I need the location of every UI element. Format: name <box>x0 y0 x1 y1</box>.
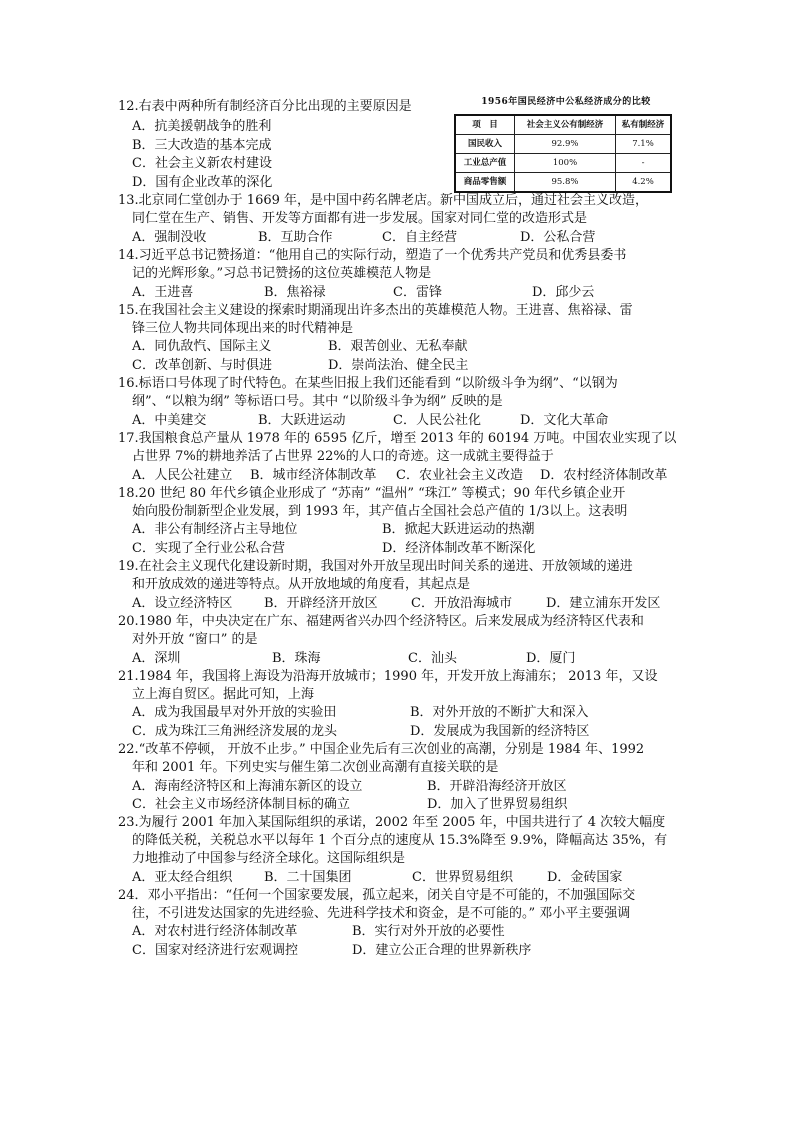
q24-stem-line: 往，不引进发达国家的先进经验、先进科学技术和资金，是不可能的。” 邓小平主要强调 <box>132 906 631 921</box>
q20-stem-line: 20.1980 年，中央决定在广东、福建两省兴办四个经济特区。后来发展成为经济特区代表和 <box>118 614 644 629</box>
q24-option-d: D．建立公正合理的世界新秩序 <box>352 943 532 958</box>
q20-option-a: A．深圳 <box>132 651 181 666</box>
q14-option-c: C．雷锋 <box>393 285 442 300</box>
q19-stem-line: 19.在社会主义现代化建设新时期，我国对外开放呈现出时间关系的递进、开放领域的递进 <box>118 559 633 574</box>
q13-option-c: C．自主经营 <box>382 230 457 245</box>
q18-option-c: C．实现了全行业公私合营 <box>132 541 285 556</box>
q18-stem-line: 18.20 世纪 80 年代乡镇企业形成了 “苏南” “温州” “珠江” 等模式；90 年代乡镇企业开 <box>118 486 626 501</box>
q23-option-a: A．亚太经合组织 <box>132 870 233 885</box>
q14-option-a: A．王进喜 <box>132 285 194 300</box>
table-cell: 4.2% <box>616 173 672 193</box>
q13-stem-line: 13.北京同仁堂创办于 1669 年，是中国中药名牌老店。新中国成立后，通过社会主义改造， <box>118 193 649 208</box>
q23-stem-line: 23.为履行 2001 年加入某国际组织的承诺，2002 年至 2005 年，中国共进行了 4 次较大幅度 <box>118 815 666 830</box>
q21-option-a: A．成为我国最早对外开放的实验田 <box>132 705 337 720</box>
q20-option-c: C．汕头 <box>408 651 457 666</box>
table-header-cell: 项 目 <box>455 115 515 135</box>
q16-option-c: C．人民公社化 <box>393 413 481 428</box>
table-cell: 100% <box>515 154 616 173</box>
table-cell: - <box>616 154 672 173</box>
q22-option-a: A．海南经济特区和上海浦东新区的设立 <box>132 779 363 794</box>
q15-option-b: B．艰苦创业、无私奉献 <box>328 339 468 354</box>
q15-option-d: D．崇尚法治、健全民主 <box>328 358 469 373</box>
q14-option-d: D．邱少云 <box>532 285 595 300</box>
table-cell: 国民收入 <box>455 135 515 154</box>
q13-option-a: A．强制没收 <box>132 230 207 245</box>
table-row <box>455 173 671 193</box>
table-header-cell: 社会主义公有制经济 <box>515 115 616 135</box>
table-row <box>455 135 671 154</box>
q23-option-c: C．世界贸易组织 <box>412 870 513 885</box>
q22-option-c: C．社会主义市场经济体制目标的确立 <box>132 797 350 812</box>
q13-option-b: B．互助合作 <box>258 230 333 245</box>
q16-stem-line: 16.标语口号体现了时代特色。在某些旧报上我们还能看到 “以阶级斗争为纲”、“以钢为 <box>118 376 618 391</box>
q12-option-b: B．三大改造的基本完成 <box>132 138 272 153</box>
q18-option-d: D．经济体制改革不断深化 <box>382 541 536 556</box>
q19-option-a: A．设立经济特区 <box>132 596 233 611</box>
table-grid <box>454 114 672 193</box>
q13-stem-line: 同仁堂在生产、销售、开发等方面都有进一步发展。国家对同仁堂的改造形式是 <box>132 211 588 226</box>
table-cell: 工业总产值 <box>455 154 515 173</box>
q17-option-b: B．城市经济体制改革 <box>250 468 377 483</box>
q21-stem-line: 立上海自贸区。据此可知，上海 <box>132 687 315 702</box>
ownership-comparison-table <box>452 96 680 193</box>
q15-option-a: A．同仇敌忾、国际主义 <box>132 339 272 354</box>
q17-option-a: A．人民公社建立 <box>132 468 233 483</box>
q16-stem-line: 纲”、“以粮为纲” 等标语口号。其中 “以阶级斗争为纲” 反映的是 <box>132 394 503 409</box>
q23-stem-line: 的降低关税，关税总水平以每年 1 个百分点的速度从 15.3%降至 9.9%，降幅高达 35%，有 <box>132 833 668 848</box>
q24-option-c: C．国家对经济进行宏观调控 <box>132 943 298 958</box>
q18-stem-line: 始向股份制新型企业发展，到 1993 年，其产值占全国社会总产值的 1/3以上。这表明 <box>132 504 628 519</box>
q16-option-d: D．文化大革命 <box>520 413 609 428</box>
q12-option-c: C．社会主义新农村建设 <box>132 156 272 171</box>
q22-option-b: B．开辟沿海经济开放区 <box>427 779 567 794</box>
q15-option-c: C．改革创新、与时俱进 <box>132 358 272 373</box>
table-header-cell: 私有制经济 <box>616 115 672 135</box>
table-row <box>455 154 671 173</box>
q14-option-b: B．焦裕禄 <box>264 285 326 300</box>
q19-option-c: C．开放沿海城市 <box>411 596 512 611</box>
q23-option-b: B．二十国集团 <box>264 870 352 885</box>
q22-option-d: D．加入了世界贸易组织 <box>427 797 568 812</box>
q20-option-d: D．厦门 <box>526 651 576 666</box>
q21-option-c: C．成为珠江三角洲经济发展的龙头 <box>132 724 337 739</box>
q17-option-c: C．农业社会主义改造 <box>396 468 523 483</box>
q24-option-a: A．对农村进行经济体制改革 <box>132 924 298 939</box>
q19-option-b: B．开辟经济开放区 <box>264 596 378 611</box>
q12-stem: 12.右表中两种所有制经济百分比出现的主要原因是 <box>118 99 412 114</box>
q18-option-b: B．掀起大跃进运动的热潮 <box>382 522 535 537</box>
q23-option-d: D．金砖国家 <box>547 870 623 885</box>
q23-stem-line: 力地推动了中国参与经济全球化。这国际组织是 <box>132 851 406 866</box>
q16-option-a: A．中美建交 <box>132 413 207 428</box>
q13-option-d: D．公私合营 <box>520 230 596 245</box>
table-title: 1956年国民经济中公私经济成分的比较 <box>481 97 651 107</box>
table-header-row <box>455 115 671 135</box>
q20-option-b: B．珠海 <box>272 651 321 666</box>
q21-option-d: D．发展成为我国新的经济特区 <box>410 724 590 739</box>
q15-stem-line: 锋三位人物共同体现出来的时代精神是 <box>132 321 354 336</box>
q12-option-d: D．国有企业改革的深化 <box>132 175 273 190</box>
table-cell: 商品零售额 <box>455 173 515 193</box>
q16-option-b: B．大跃进运动 <box>258 413 346 428</box>
table-cell: 92.9% <box>515 135 616 154</box>
q18-option-a: A．非公有制经济占主导地位 <box>132 522 298 537</box>
q21-option-b: B．对外开放的不断扩大和深入 <box>410 705 589 720</box>
q19-stem-line: 和开放成效的递进等特点。从开放地域的角度看，其起点是 <box>132 577 471 592</box>
q21-stem-line: 21.1984 年，我国将上海设为沿海开放城市；1990 年，开发开放上海浦东； 2013 年，又设 <box>118 669 658 684</box>
q14-stem-line: 记的光辉形象。”习总书记赞扬的这位英雄模范人物是 <box>132 266 432 281</box>
q17-stem-line: 占世界 7%的耕地养活了占世界 22%的人口的奇迹。这一成就主要得益于 <box>132 449 554 464</box>
q17-stem-line: 17.我国粮食总产量从 1978 年的 6595 亿斤，增至 2013 年的 60194 万吨。中国农业实现了以 <box>118 431 677 446</box>
q22-stem-line: 年和 2001 年。下列史实与催生第二次创业高潮有直接关联的是 <box>132 760 499 775</box>
table-cell: 7.1% <box>616 135 672 154</box>
q20-stem-line: 对外开放 “窗口” 的是 <box>132 632 258 647</box>
q17-option-d: D．农村经济体制改革 <box>540 468 668 483</box>
q22-stem-line: 22.“改革不停顿， 开放不止步。” 中国企业先后有三次创业的高潮，分别是 1984 年、1992 <box>118 742 645 757</box>
q15-stem-line: 15.在我国社会主义建设的探索时期涌现出许多杰出的英雄模范人物。王进喜、焦裕禄、雷 <box>118 303 633 318</box>
q24-stem-line: 24．邓小平指出：“任何一个国家要发展，孤立起来，闭关自守是不可能的，不加强国际交 <box>118 888 636 903</box>
q14-stem-line: 14.习近平总书记赞扬道：“他用自己的实际行动，塑造了一个优秀共产党员和优秀县委书 <box>118 248 627 263</box>
q12-option-a: A．抗美援朝战争的胜利 <box>132 119 272 134</box>
q19-option-d: D．建立浦东开发区 <box>546 596 661 611</box>
table-cell: 95.8% <box>515 173 616 193</box>
q24-option-b: B．实行对外开放的必要性 <box>352 924 505 939</box>
